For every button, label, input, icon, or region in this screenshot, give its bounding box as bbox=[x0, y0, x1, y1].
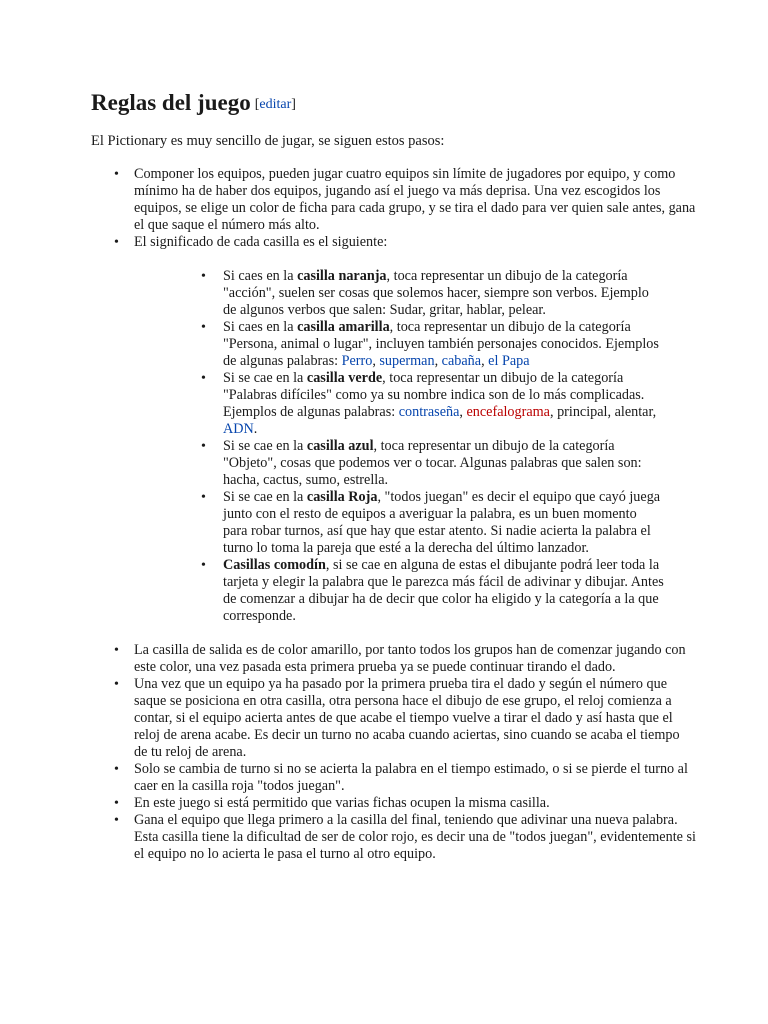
text: , toca representar un dibujo de la categoría "Palabras difíciles" como ya su nombre indica son de lo más complicadas. Ejemplos de algunas palabras: bbox=[223, 370, 645, 420]
list-item: • En este juego si está permitido que varias fichas ocupen la misma casilla. bbox=[92, 795, 696, 812]
sublist-item-naranja bbox=[134, 268, 696, 319]
link-perro[interactable]: Perro bbox=[341, 353, 373, 369]
bold-term: casilla Roja bbox=[306, 489, 378, 505]
text: , bbox=[372, 353, 380, 369]
text: Si se cae en la bbox=[223, 438, 307, 454]
section-title: Reglas del juego bbox=[91, 90, 251, 115]
text: Si caes en la bbox=[223, 319, 298, 335]
link-contrasena[interactable]: contraseña bbox=[398, 404, 460, 420]
text: , "todos juegan" es decir el equipo que cayó juega junto con el resto de equipos a averiguar la palabra, es un buen momento para robar turnos, así que hay que estar atento. Si nadie acierta la palabra el turno lo toma la pareja que esté a la derecha del último lanzador. bbox=[223, 489, 661, 556]
section-heading bbox=[91, 88, 296, 120]
edit-bracket-close: ] bbox=[291, 97, 296, 112]
bold-term: casilla amarilla bbox=[297, 319, 390, 335]
squares-sublist bbox=[134, 268, 696, 625]
bold-term: casilla naranja bbox=[297, 268, 387, 284]
link-adn[interactable]: ADN bbox=[223, 421, 254, 437]
text: . bbox=[253, 421, 258, 437]
list-item: • Gana el equipo que llega primero a la casilla del final, teniendo que adivinar una nueva palabra. Esta casilla tiene la dificultad de ser de color rojo, es decir una de "todos juegan", evidentemente si el equipo no lo acierta le pasa el turno al otro equipo. bbox=[92, 812, 696, 863]
edit-link[interactable]: editar bbox=[259, 97, 292, 112]
text: Si se cae en la bbox=[223, 489, 307, 505]
text: , si se cae en alguna de estas el dibujante podrá leer toda la tarjeta y elegir la palabra que le parezca más fácil de adivinar y dibujar. Antes de comenzar a dibujar ha de decir que color ha eligido y la categoría a la que corresponde. bbox=[223, 557, 664, 624]
rules-content bbox=[92, 166, 696, 863]
text: , toca representar un dibujo de la categoría "Persona, animal o lugar", incluyen también personajes conocidos. Ejemplos de algunas palabras: bbox=[223, 319, 659, 369]
rules-list bbox=[92, 166, 696, 863]
list-item: • Componer los equipos, pueden jugar cuatro equipos sin límite de jugadores por equipo, y como mínimo ha de haber dos equipos, jugando así el juego va más deprisa. Una vez escogidos los equipos, se elige un color de ficha para cada grupo, y se tira el dado para ver quien sale antes, gana el que saque el número más alto. bbox=[92, 166, 696, 234]
edit-section bbox=[255, 97, 296, 112]
text: , toca representar un dibujo de la categoría "acción", suelen ser cosas que solemos hacer, siempre son verbos. Ejemplo de algunos verbos que salen: Sudar, gritar, hablar, pelear. bbox=[223, 268, 649, 318]
text: , bbox=[481, 353, 489, 369]
link-el-papa[interactable]: el Papa bbox=[488, 353, 530, 369]
sublist-item-verde bbox=[134, 370, 696, 438]
text: Si se cae en la bbox=[223, 370, 307, 386]
link-superman[interactable]: superman bbox=[379, 353, 435, 369]
link-encefalograma[interactable]: encefalograma bbox=[466, 404, 550, 420]
list-item-text: El significado de cada casilla es el siguiente: bbox=[134, 234, 388, 250]
sublist-item-comodin bbox=[134, 557, 696, 625]
list-item: • La casilla de salida es de color amarillo, por tanto todos los grupos han de comenzar jugando con este color, una vez pasada esta primera prueba ya se puede continuar tirando el dado. bbox=[92, 642, 696, 676]
text: , bbox=[434, 353, 442, 369]
sublist-item-roja bbox=[134, 489, 696, 557]
sublist-item-amarilla bbox=[134, 319, 696, 370]
text: , bbox=[459, 404, 467, 420]
list-item: • Solo se cambia de turno si no se acierta la palabra en el tiempo estimado, o si se pierde el turno al caer en la casilla roja "todos juegan". bbox=[92, 761, 696, 795]
intro-paragraph: El Pictionary es muy sencillo de jugar, se siguen estos pasos: bbox=[91, 133, 445, 149]
bold-term: casilla azul bbox=[306, 438, 374, 454]
edit-bracket-open: [ bbox=[254, 97, 260, 112]
text: , toca representar un dibujo de la categoría "Objeto", cosas que podemos ver o tocar. Algunas palabras que salen son: hacha, cactus, sumo, estrella. bbox=[223, 438, 642, 488]
text: Si caes en la bbox=[223, 268, 298, 284]
text: , principal, alentar, bbox=[549, 404, 657, 420]
bold-term: casilla verde bbox=[306, 370, 383, 386]
sublist-item-azul bbox=[134, 438, 696, 489]
list-item: • Una vez que un equipo ya ha pasado por la primera prueba tira el dado y según el número que saque se posiciona en otra casilla, otra persona hace el dibujo de ese grupo, el reloj comienza a contar, si el equipo acierta antes de que acabe el tiempo vuelve a tirar el dado y así hasta que el reloj de arena acabe. Es decir un turno no acaba cuando aciertas, sino cuando se acaba el tiempo de tu reloj de arena. bbox=[92, 676, 696, 761]
list-item bbox=[92, 234, 696, 625]
link-cabana[interactable]: cabaña bbox=[441, 353, 482, 369]
bold-term: Casillas comodín bbox=[223, 557, 326, 573]
